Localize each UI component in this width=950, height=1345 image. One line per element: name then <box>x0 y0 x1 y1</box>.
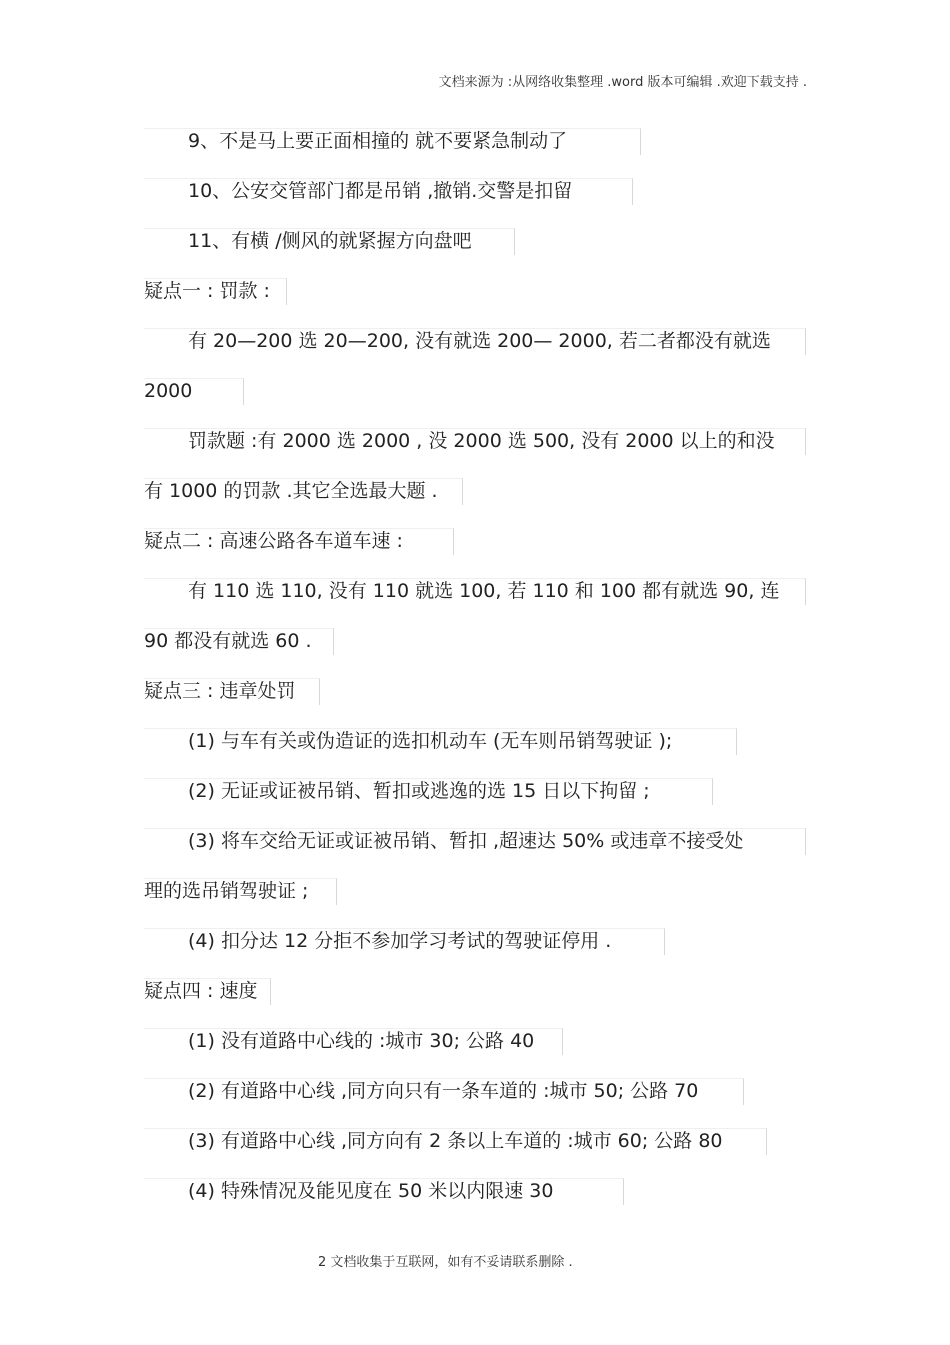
list-item-9: 9、不是马上要正面相撞的 就不要紧急制动了 <box>188 130 568 152</box>
paragraph-line: 有 20—200 选 20—200, 没有就选 200— 2000, 若二者都没有就选 <box>188 330 771 352</box>
list-item: (2) 无证或证被吊销、暂扣或逃逸的选 15 日以下拘留 ; <box>188 780 650 802</box>
paragraph-line: 有 110 选 110, 没有 110 就选 100, 若 110 和 100 都有就选 90, 连 <box>188 580 780 602</box>
paragraph-line: 理的选吊销驾驶证 ; <box>144 880 309 902</box>
paragraph-line: 2000 <box>144 380 193 402</box>
list-item: (1) 没有道路中心线的 :城市 30; 公路 40 <box>188 1030 535 1052</box>
page-header: 文档来源为 :从网络收集整理 .word 版本可编辑 .欢迎下载支持 . <box>438 75 807 90</box>
list-item-10: 10、公安交管部门都是吊销 ,撤销.交警是扣留 <box>188 180 573 202</box>
list-item: (4) 扣分达 12 分拒不参加学习考试的驾驶证停用 . <box>188 930 612 952</box>
list-item: (4) 特殊情况及能见度在 50 米以内限速 30 <box>188 1180 554 1202</box>
section-heading-violations: 疑点三 : 违章处罚 <box>144 680 296 702</box>
section-heading-highway-speed: 疑点二 : 高速公路各车道车速 : <box>144 530 403 552</box>
list-item: (2) 有道路中心线 ,同方向只有一条车道的 :城市 50; 公路 70 <box>188 1080 699 1102</box>
paragraph-line: 罚款题 :有 2000 选 2000 , 没 2000 选 500, 没有 2000 以上的和没 <box>188 430 775 452</box>
list-item: (3) 将车交给无证或证被吊销、暂扣 ,超速达 50% 或违章不接受处 <box>188 830 744 852</box>
list-item-11: 11、有横 /侧风的就紧握方向盘吧 <box>188 230 472 252</box>
paragraph-line: 90 都没有就选 60 . <box>144 630 312 652</box>
list-item: (1) 与车有关或伪造证的选扣机动车 (无车则吊销驾驶证 ); <box>188 730 673 752</box>
page-footer: 2 文档收集于互联网，如有不妥请联系删除 . <box>318 1255 573 1270</box>
section-heading-speed: 疑点四 : 速度 <box>144 980 258 1002</box>
paragraph-line: 有 1000 的罚款 .其它全选最大题 . <box>144 480 438 502</box>
list-item: (3) 有道路中心线 ,同方向有 2 条以上车道的 :城市 60; 公路 80 <box>188 1130 723 1152</box>
section-heading-fines: 疑点一 : 罚款 : <box>144 280 270 302</box>
